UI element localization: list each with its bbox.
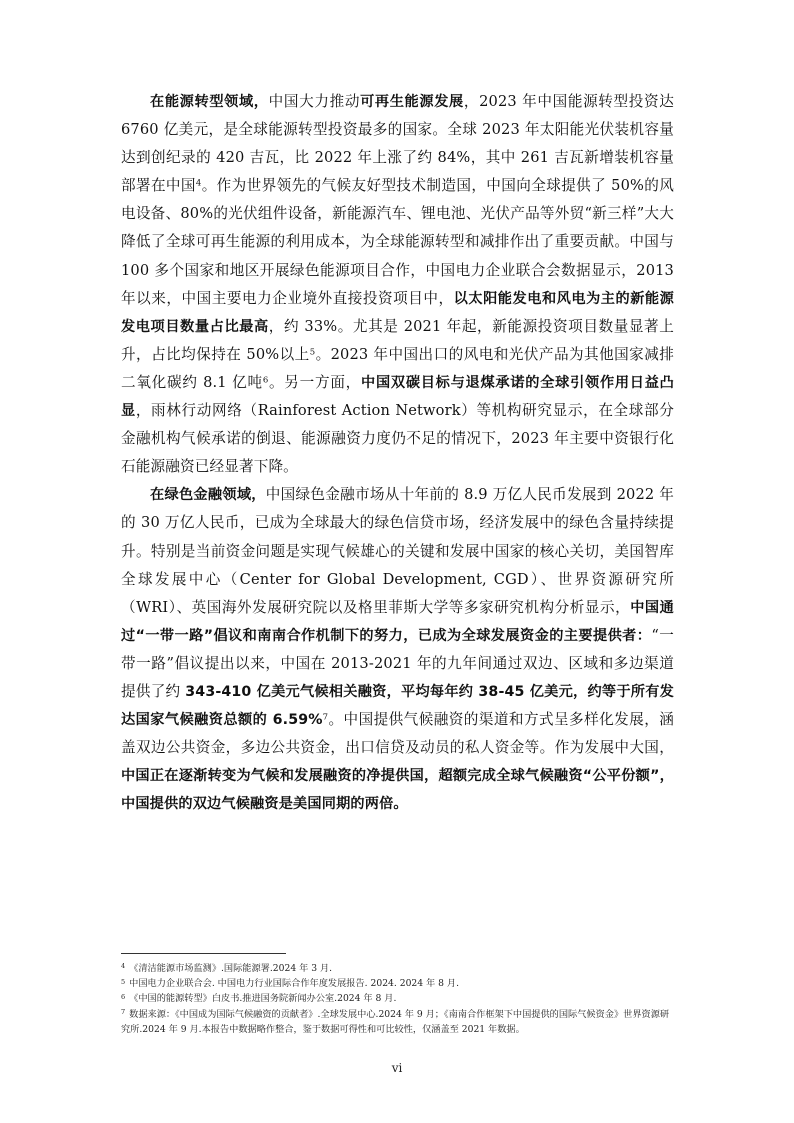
footnote-divider [121,953,286,954]
footnote [121,976,674,991]
bold-text: 中国通过“一带一路”倡议和南南合作机制下的努力，已成为全球发展资金的主要提供者： [121,599,674,644]
footnote [121,961,674,976]
text-run: ，雨林行动网络（Rainforest Action Network）等机构研究显示，在全球部分金融机构气候承诺的倒退、能源融资力度仍不足的情况下，2023 年主要中资银行化石能源融资已经显著下降。 [121,402,674,476]
text-run: ，2023 年中国能源转型投资达 6760 亿美元，是全球能源转型投资最多的国家。全球 2023 年太阳能光伏装机容量达到创纪录的 420 吉瓦，比 2022 年上涨了约 84%，其中 261 吉瓦新增装机容量部署在中国 [121,93,674,195]
bold-text: 中国双碳目标与退煤承诺的全球引领作用日益凸显 [121,374,675,420]
footnote-text: 数据来源：《中国成为国际气候融资的贡献者》.全球发展中心.2024 年 9 月；《南南合作框架下中国提供的国际气候资金》世界资源研究所.2024 年 9 月.本报告中数据略作整合，鉴于数据可得性和可比较性，仅涵盖至 2021 年数据。 [121,1008,670,1035]
text-run: 。另一方面， [268,373,362,391]
footnote [121,991,674,1006]
text-run: “一带一路”倡议提出以来，中国在 2013-2021 年的九年间通过双边、区域和多边渠道提供了约 [121,626,675,700]
text-run: 中国大力推动 [268,93,361,110]
footnote-text: 中国电力企业联合会. 中国电力行业国际合作年度发展报告. 2024. 2024 年 8 月. [129,978,460,990]
text-run: 。2023 年中国出口的风电和光伏产品为其他国家减排二氧化碳约 8.1 亿吨 [121,345,674,391]
footnote-ref[interactable]: 6 [262,375,269,386]
text-run: ，约 33%。尤其是 2021 年起，新能源投资项目数量显著上升，占比均保持在 50%以上 [121,317,674,363]
bold-text: 中国正在逐渐转变为气候和发展融资的净提供国，超额完成全球气候融资“公平份额”，中国提供的双边气候融资是美国同期的两倍。 [121,768,674,813]
footnote-number: 4 [121,962,126,971]
bold-heading: 在绿色金融领域， [150,487,266,504]
footnotes [121,961,674,1037]
text-run: 中国绿色金融市场从十年前的 8.9 万亿人民币发展到 2022 年的 30 万亿人民币，已成为全球最大的绿色信贷市场，经济发展中的绿色含量持续提升。特别是当前资金问题是实现气候雄心的关键和发展中国家的核心关切，美国智库全球发展中心（Center for Global Development, CGD）、世界资源研究所（WRI）、英国海外发展研究院以及格里菲斯大学等多家研究机构分析显示， [121,486,674,616]
footnote-text: 《清洁能源市场监测》.国际能源署.2024 年 3 月. [129,963,333,974]
footnote-number: 7 [121,1008,126,1017]
footnote-number: 5 [121,977,126,986]
text-run: 。作为世界领先的气候友好型技术制造国，中国向全球提供了 50%的风电设备、80%的光伏组件设备，新能源汽车、锂电池、光伏产品等外贸“新三样”大大降低了全球可再生能源的利用成本，为全球能源转型和减排作出了重要贡献。中国与 100 多个国家和地区开展绿色能源项目合作，中国电力企业联合会数据显示，2013 年以来，中国主要电力企业境外直接投资项目中， [121,177,674,307]
footnote-text: 《中国的能源转型》白皮书.推进国务院新闻办公室.2024 年 8 月. [129,993,397,1005]
bold-text: 以太阳能发电和风电为主的新能源发电项目数量占比最高 [121,290,674,335]
footnote-ref[interactable]: 5 [309,347,316,358]
footnote-ref[interactable]: 4 [195,178,202,189]
bold-text: 可再生能源发展 [360,94,464,110]
footnote-number: 6 [121,992,126,1001]
paragraph-green-finance [121,481,674,818]
footnote-ref[interactable]: 7 [322,712,329,723]
page-number: vi [391,1061,403,1075]
bold-heading: 在能源转型领域， [150,94,269,110]
body-text [121,88,674,818]
text-run: 。中国提供气候融资的渠道和方式呈多样化发展，涵盖双边公共资金，多边公共资金，出口信贷及动员的私人资金等。作为发展中大国， [121,711,675,757]
bold-text: 343-410 亿美元气候相关融资，平均每年约 38-45 亿美元，约等于所有发达国家气候融资总额的 6.59% [121,683,674,729]
paragraph-energy-transition [121,88,674,481]
footnote [121,1007,674,1037]
